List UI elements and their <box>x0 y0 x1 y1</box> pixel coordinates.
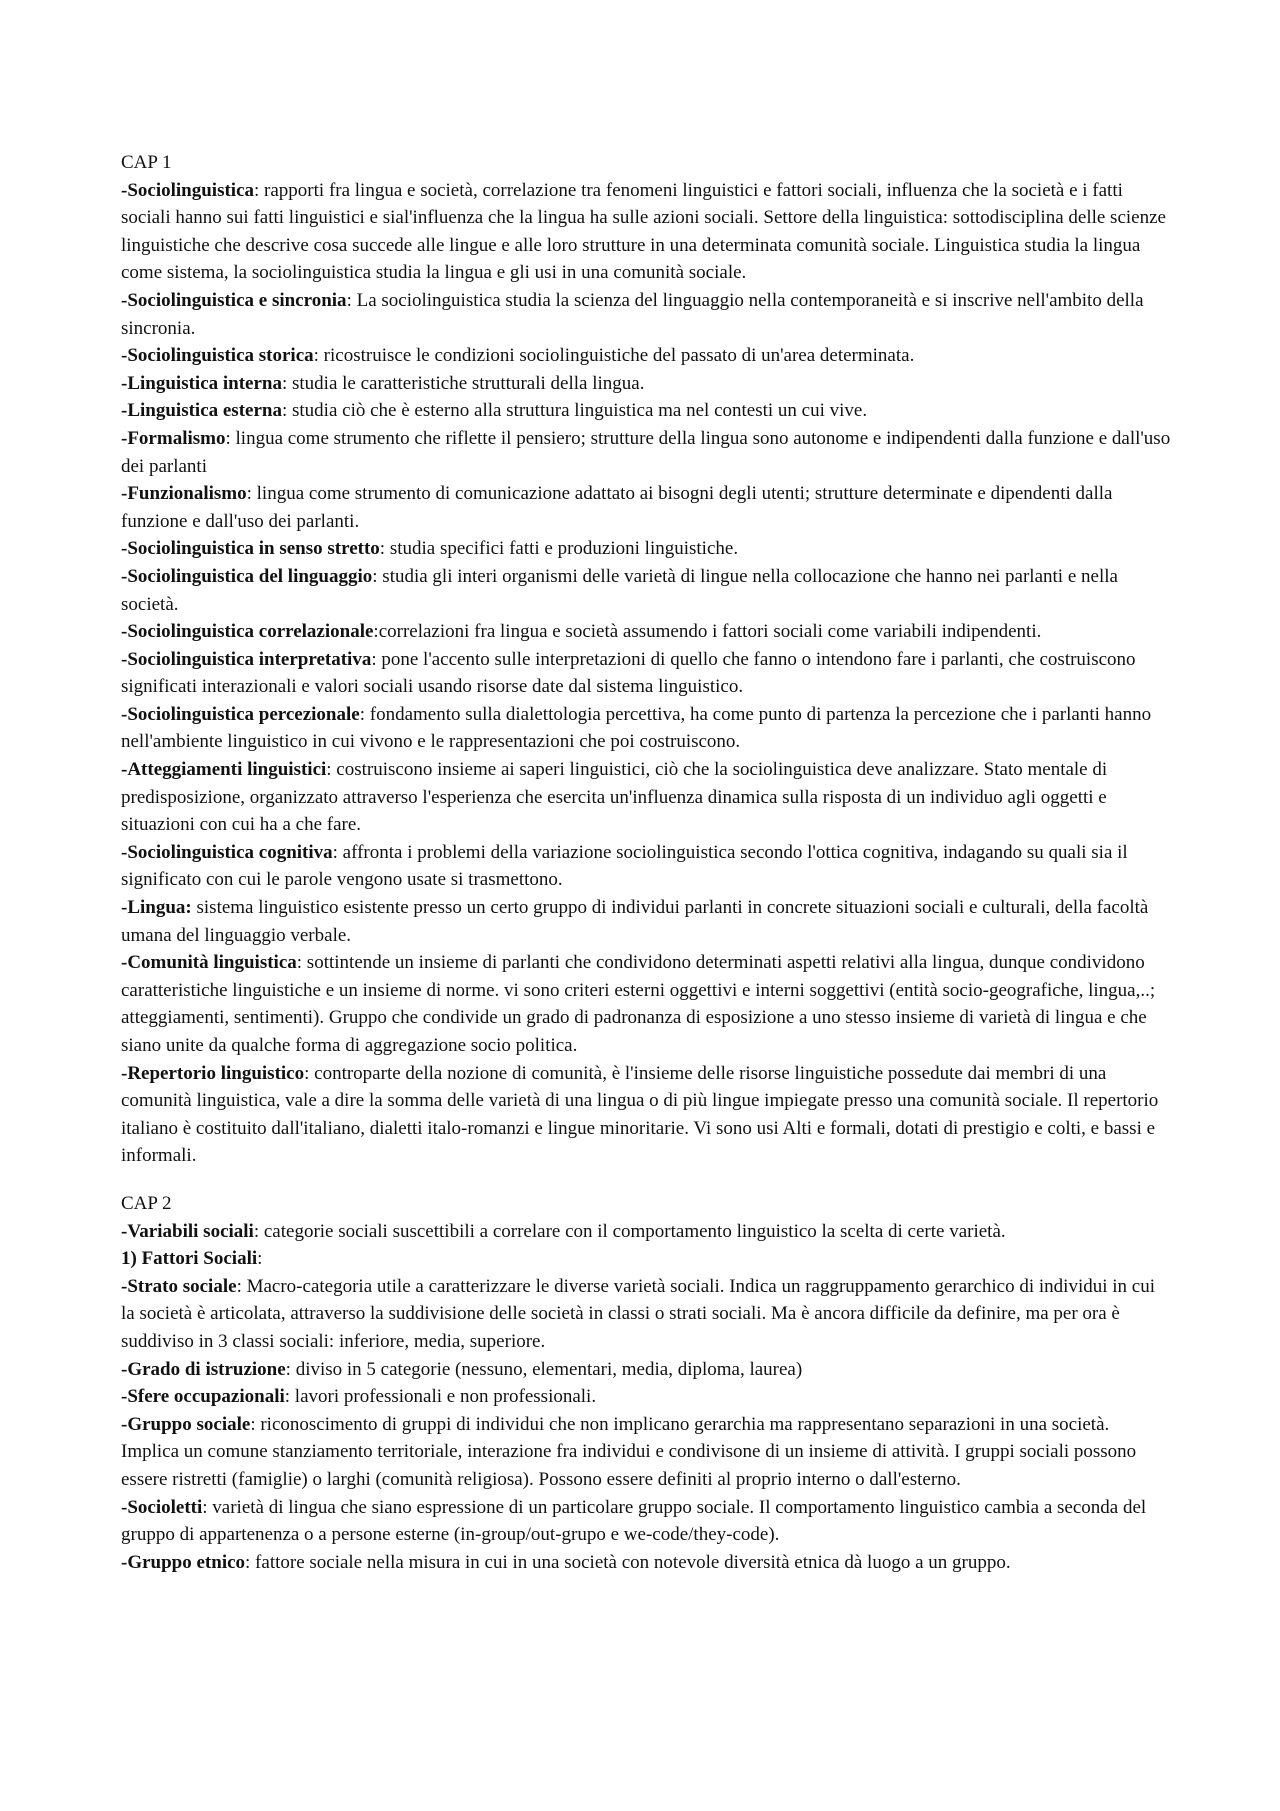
document-page <box>121 149 1171 1576</box>
definition-entry <box>121 425 1171 480</box>
definition-text: : riconoscimento di gruppi di individui che non implicano gerarchia ma rappresentano separazioni in una società. Implica un comune stanziamento territoriale, interazione fra individui e condivisone di un insieme di attività. I gruppi sociali possono essere ristretti (famiglie) o larghi (comunità religiosa). Possono essere definiti al proprio interno o dall'esterno. <box>121 1413 1137 1490</box>
section-cap-2 <box>121 1190 1171 1576</box>
section-heading: CAP 2 <box>121 1192 172 1214</box>
definition-term: -Sociolinguistica percezionale <box>121 703 360 725</box>
definition-entry <box>121 397 1171 425</box>
definition-text: : studia le caratteristiche strutturali della lingua. <box>281 372 645 394</box>
definition-term: -Sociolinguistica cognitiva <box>121 841 333 863</box>
definition-text: : controparte della nozione di comunità, è l'insieme delle risorse linguistiche possedute dai membri di una comunità linguistica, vale a dire la somma delle varietà di una lingua o di più lingue impiegate presso una comunità sociale. Il repertorio italiano è costituito dall'italiano, dialetti italo-romanzi e lingue minoritarie. Vi sono usi Alti e formali, dotati di prestigio e colti, e bassi e informali. <box>121 1062 1159 1167</box>
definition-entry <box>121 563 1171 618</box>
definition-entry <box>121 618 1171 646</box>
definition-term: -Repertorio linguistico <box>121 1062 305 1084</box>
definition-term: -Sociolinguistica <box>121 179 255 201</box>
definition-text: : lingua come strumento che riflette il pensiero; strutture della lingua sono autonome e indipendenti dalla funzione e dall'uso dei parlanti <box>121 427 1171 477</box>
definition-entry <box>121 480 1171 535</box>
definition-term: -Comunità linguistica <box>121 952 297 974</box>
definition-term: -Sociolinguistica e sincronia <box>121 289 347 311</box>
definition-term: -Socioletti <box>121 1496 203 1518</box>
definition-text: : sottintende un insieme di parlanti che condividono determinati aspetti relativi alla lingua, dunque condividono caratteristiche linguistiche e un insieme di norme. vi sono criteri esterni oggettivi e interni soggettivi (entità socio-geografiche, lingua,..; atteggiamenti, sentimenti). Gruppo che condivide un grado di padronanza di esposizione a uno stesso insieme di varietà di lingua e che siano unite da qualche forma di aggregazione socio politica. <box>121 952 1156 1056</box>
definition-text: : affronta i problemi della variazione sociolinguistica secondo l'ottica cognitiva, indagando su quali sia il significato con cui le parole vengono usate si trasmettono. <box>121 841 1128 891</box>
section-spacer <box>121 1170 1171 1190</box>
definition-term: -Gruppo etnico <box>121 1551 246 1573</box>
definition-text: : ricostruisce le condizioni sociolinguistiche del passato di un'area determinata. <box>313 345 915 367</box>
definition-text: : lavori professionali e non professionali. <box>284 1386 597 1408</box>
definition-entry <box>121 177 1171 287</box>
definition-text: : La sociolinguistica studia la scienza del linguaggio nella contemporaneità e si inscrive nell'ambito della sincronia. <box>121 289 1144 339</box>
definition-term: -Sociolinguistica correlazionale <box>121 621 374 643</box>
definition-text: : studia ciò che è esterno alla struttura linguistica ma nel contesti un cui vive. <box>281 400 868 422</box>
definition-text: : diviso in 5 categorie (nessuno, elementari, media, diploma, laurea) <box>285 1358 803 1380</box>
definition-entry <box>121 894 1171 949</box>
definition-entry <box>121 1218 1171 1246</box>
definition-entry <box>121 949 1171 1059</box>
definition-term: 1) Fattori Sociali <box>121 1248 258 1270</box>
definition-entry <box>121 1411 1171 1494</box>
definition-entry <box>121 1494 1171 1549</box>
definition-entry <box>121 701 1171 756</box>
definition-text: : categorie sociali suscettibili a correlare con il comportamento linguistico la scelta di certe varietà. <box>253 1220 1006 1242</box>
definition-entry <box>121 370 1171 398</box>
definition-text: : pone l'accento sulle interpretazioni di quello che fanno o intendono fare i parlanti, che costruiscono significati interazionali e valori sociali usando risorse date dal sistema linguistico. <box>121 648 1136 698</box>
definition-term: -Sfere occupazionali <box>121 1386 285 1408</box>
definition-term: -Linguistica esterna <box>121 400 282 422</box>
definition-text: : studia gli interi organismi delle varietà di lingue nella collocazione che hanno nei parlanti e nella società. <box>121 565 1118 615</box>
definition-text: : lingua come strumento di comunicazione adattato ai bisogni degli utenti; strutture determinate e dipendenti dalla funzione e dall'uso dei parlanti. <box>121 483 1113 532</box>
definition-entry <box>121 287 1171 342</box>
definition-text: : costruiscono insieme ai saperi linguistici, ciò che la sociolinguistica deve analizzare. Stato mentale di predisposizione, organizzato attraverso l'esperienza che esercita un'influenza dinamica sulla risposta di un individuo agli oggetti e situazioni con cui ha a che fare. <box>121 759 1108 836</box>
definition-term: -Linguistica interna <box>121 372 282 394</box>
definition-entry <box>121 1383 1171 1411</box>
definition-entry <box>121 1356 1171 1384</box>
definition-entry <box>121 1273 1171 1356</box>
definition-entry <box>121 646 1171 701</box>
definition-term: -Sociolinguistica storica <box>121 345 314 367</box>
definition-text: : <box>257 1248 263 1270</box>
definition-entry <box>121 756 1171 839</box>
section-cap-1 <box>121 149 1171 1170</box>
definition-term: -Sociolinguistica del linguaggio <box>121 565 373 587</box>
definition-entry <box>121 1245 1171 1273</box>
definition-text: :correlazioni fra lingua e società assumendo i fattori sociali come variabili indipendenti. <box>373 621 1042 643</box>
section-heading: CAP 1 <box>121 152 172 173</box>
definition-term: -Strato sociale <box>121 1275 237 1297</box>
definition-entry <box>121 342 1171 370</box>
definition-term: -Grado di istruzione <box>121 1358 286 1380</box>
definition-text: : Macro-categoria utile a caratterizzare le diverse varietà sociali. Indica un raggruppamento gerarchico di individui in cui la società è articolata, attraverso la suddivisione delle società in classi o strati sociali. Ma è ancora difficile da definire, ma per ora è suddiviso in 3 classi sociali: inferiore, media, superiore. <box>121 1275 1156 1352</box>
definition-text: : fondamento sulla dialettologia percettiva, ha come punto di partenza la percezione che i parlanti hanno nell'ambiente linguistico in cui vivono e le rappresentazioni che poi costruiscono. <box>121 703 1152 753</box>
definition-entry <box>121 1549 1171 1577</box>
definition-text: : varietà di lingua che siano espressione di un particolare gruppo sociale. Il comportamento linguistico cambia a seconda del gruppo di appartenenza o a persone esterne (in-group/out-grupo e we-code/they-code). <box>121 1496 1147 1546</box>
definition-text: sistema linguistico esistente presso un certo gruppo di individui parlanti in concrete situazioni sociali e culturali, della facoltà umana del linguaggio verbale. <box>121 897 1149 946</box>
definition-text: : rapporti fra lingua e società, correlazione tra fenomeni linguistici e fattori sociali, influenza che la società e i fatti sociali hanno sui fatti linguistici e sial'influenza che la lingua ha sulle azioni sociali. Settore della linguistica: sottodisciplina delle scienze linguistiche che descrive cosa succede alle lingue e alle loro strutture in una determinata comunità sociale. Linguistica studia la lingua come sistema, la sociolinguistica studia la lingua e gli usi in una comunità sociale. <box>121 179 1166 284</box>
definition-entry <box>121 839 1171 894</box>
definition-entry <box>121 535 1171 563</box>
definition-term: -Sociolinguistica in senso stretto <box>121 538 380 560</box>
definition-text: : fattore sociale nella misura in cui in una società con notevole diversità etnica dà luogo a un gruppo. <box>245 1551 1011 1573</box>
definition-term: -Sociolinguistica interpretativa <box>121 648 372 670</box>
definition-text: : studia specifici fatti e produzioni linguistiche. <box>379 538 739 560</box>
definition-term: -Funzionalismo <box>121 483 247 505</box>
definition-term: -Lingua: <box>121 897 192 919</box>
definition-term: -Gruppo sociale <box>121 1413 251 1435</box>
definition-term: -Variabili sociali <box>121 1220 254 1242</box>
definition-entry <box>121 1060 1171 1170</box>
definition-term: -Atteggiamenti linguistici <box>121 759 327 781</box>
definition-term: -Formalismo <box>121 427 226 449</box>
